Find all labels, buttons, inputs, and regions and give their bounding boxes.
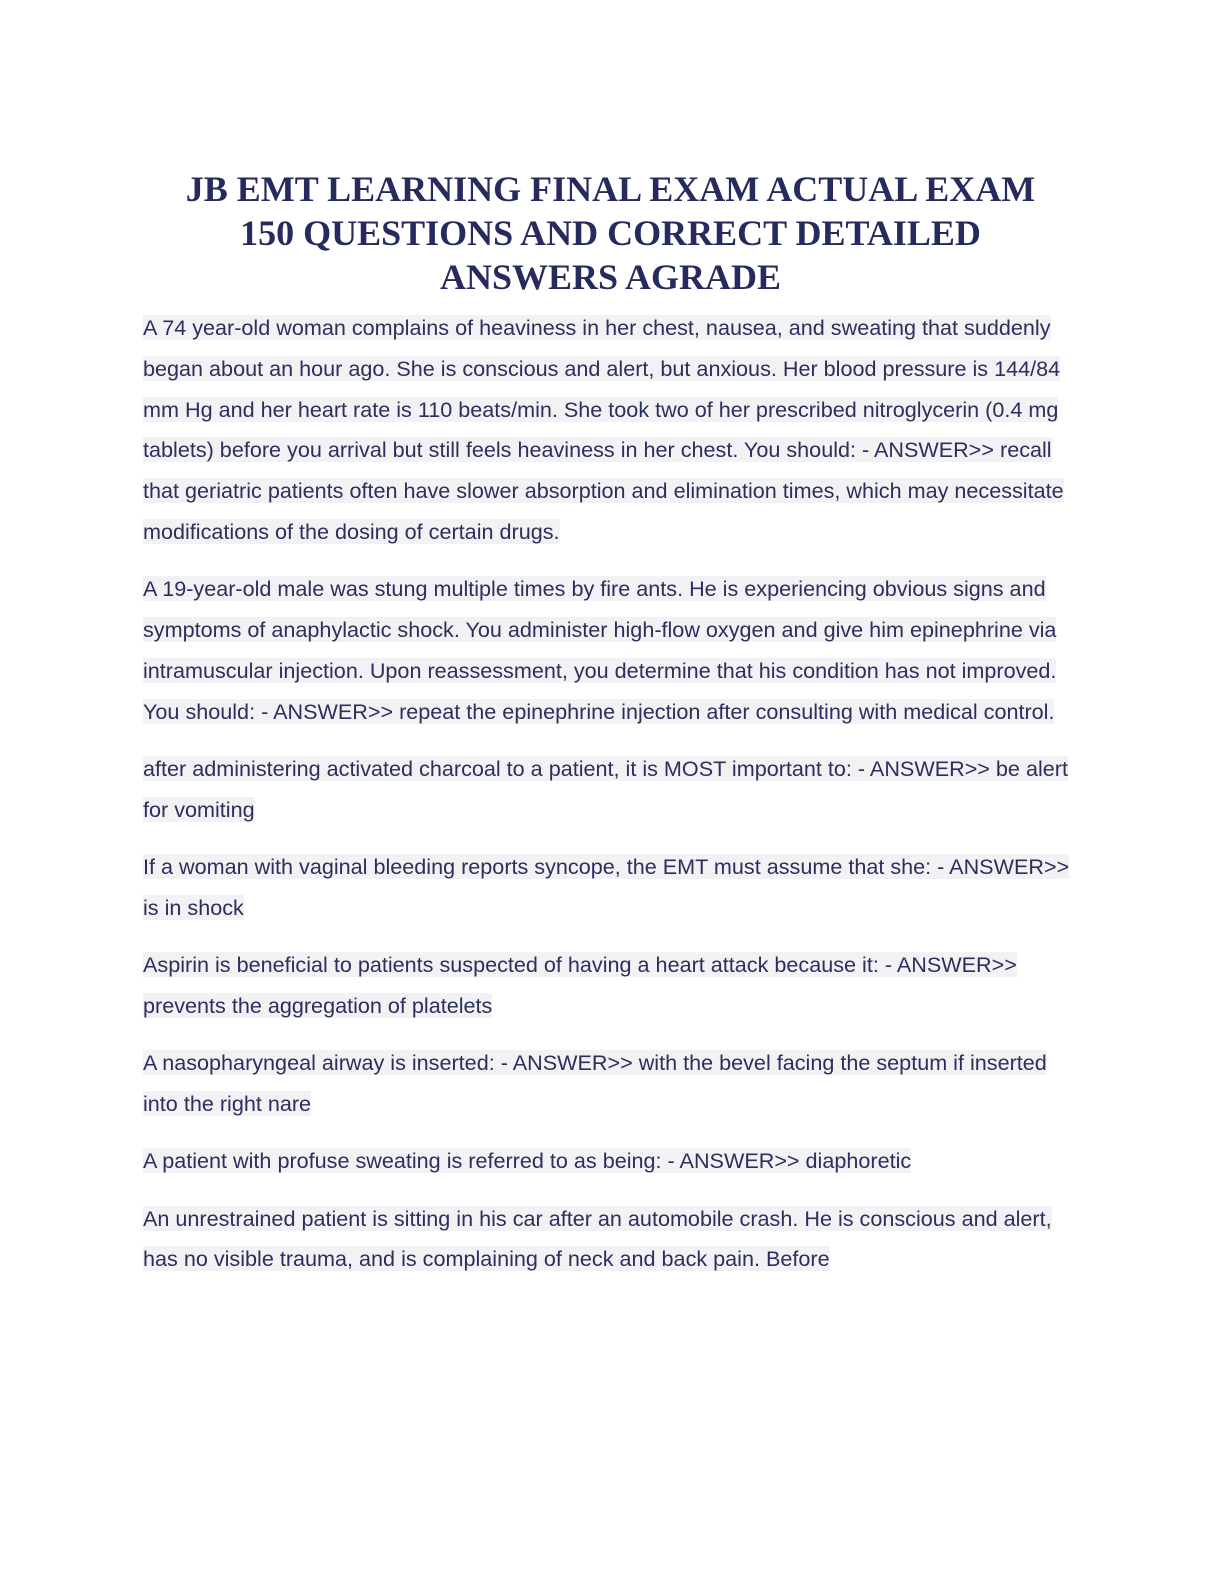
qa-text: A patient with profuse sweating is referred to as being: - ANSWER>> diaphoretic <box>143 1148 912 1174</box>
qa-text: An unrestrained patient is sitting in his car after an automobile crash. He is conscious and alert, has no visible trauma, and is complaining of neck and back pain. Before <box>143 1205 1052 1272</box>
qa-text: A nasopharyngeal airway is inserted: - ANSWER>> with the bevel facing the septum if inserted into the right nare <box>143 1050 1047 1117</box>
title-line-3: ANSWERS AGRADE <box>439 257 782 297</box>
qa-item-8 <box>143 1199 1078 1281</box>
qa-item-7 <box>143 1141 1078 1182</box>
qa-text: A 74 year-old woman complains of heaviness in her chest, nausea, and sweating that suddenly began about an hour ago. She is conscious and alert, but anxious. Her blood pressure is 144/84 mm Hg and her heart rate is 110 beats/min. She took two of her prescribed nitroglycerin (0.4 mg tablets) before you arrival but still feels heaviness in her chest. You should: - ANSWER>> recall that geriatric patients often have slower absorption and elimination times, which may necessitate modifications of the dosing of certain drugs. <box>143 315 1064 544</box>
document-title <box>143 166 1078 299</box>
qa-item-2 <box>143 569 1078 732</box>
qa-item-6 <box>143 1043 1078 1125</box>
document-page <box>143 166 1078 1297</box>
qa-text: after administering activated charcoal to a patient, it is MOST important to: - ANSWER>> be alert for vomiting <box>143 755 1068 822</box>
qa-item-5 <box>143 945 1078 1027</box>
qa-text: Aspirin is beneficial to patients suspected of having a heart attack because it: - ANSWER>> prevents the aggregation of platelets <box>143 952 1017 1018</box>
qa-item-3 <box>143 749 1078 831</box>
qa-item-1 <box>143 308 1078 553</box>
title-line-1: JB EMT LEARNING FINAL EXAM ACTUAL EXAM <box>185 169 1036 209</box>
title-line-2: 150 QUESTIONS AND CORRECT DETAILED <box>240 213 981 253</box>
qa-item-4 <box>143 847 1078 929</box>
qa-text: If a woman with vaginal bleeding reports syncope, the EMT must assume that she: - ANSWER>> is in shock <box>143 854 1070 920</box>
qa-text: A 19-year-old male was stung multiple times by fire ants. He is experiencing obvious signs and symptoms of anaphylactic shock. You administer high-flow oxygen and give him epinephrine via intramuscular injection. Upon reassessment, you determine that his condition has not improved. You should: - ANSWER>> repeat the epinephrine injection after consulting with medical control. <box>143 576 1057 724</box>
